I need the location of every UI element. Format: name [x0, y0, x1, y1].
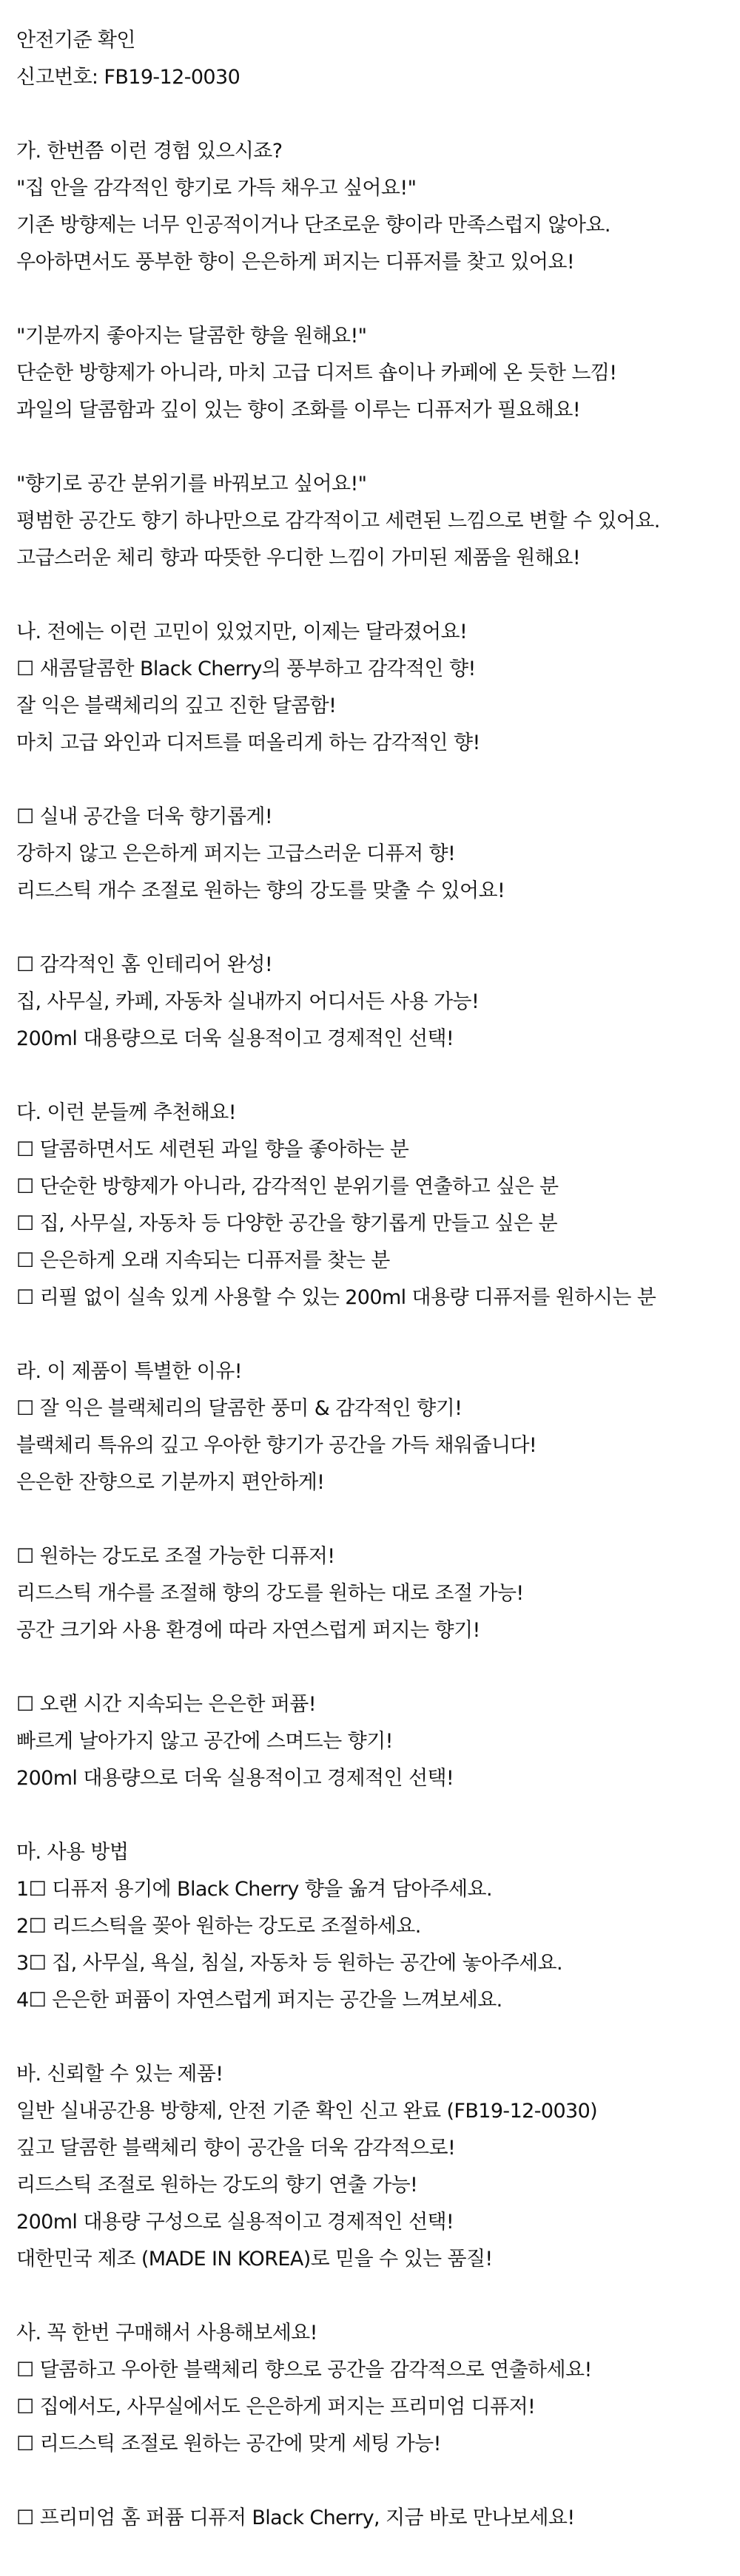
section-spacer: [16, 1797, 740, 1834]
paragraph: [16, 318, 740, 429]
text-line: ☐ 은은하게 오래 지속되는 디퓨저를 찾는 분: [16, 1249, 390, 1272]
text-line: 빠르게 날아가지 않고 공간에 스며드는 향기!: [16, 1730, 393, 1753]
paragraph-spacer: [16, 1501, 740, 1538]
text-line: ☐ 원하는 강도로 조절 가능한 디퓨저!: [16, 1545, 335, 1568]
paragraph: [16, 1686, 740, 1797]
text-line: 평범한 공간도 향기 하나만으로 감각적이고 세련된 느낌으로 변할 수 있어요.: [16, 510, 660, 533]
text-line: 200ml 대용량으로 더욱 실용적이고 경제적인 선택!: [16, 1027, 454, 1050]
paragraph: [16, 2352, 740, 2463]
section: [16, 1316, 740, 1797]
text-line: 일반 실내공간용 방향제, 안전 기준 확인 신고 완료 (FB19-12-0030): [16, 2100, 598, 2123]
text-line: 4☐ 은은한 퍼퓸이 자연스럽게 퍼지는 공간을 느껴보세요.: [16, 1989, 502, 2012]
text-line: 200ml 대용량으로 더욱 실용적이고 경제적인 선택!: [16, 1767, 454, 1790]
paragraph: [16, 170, 740, 281]
text-line: ☐ 달콤하면서도 세련된 과일 향을 좋아하는 분: [16, 1138, 409, 1161]
text-line: 기존 방향제는 너무 인공적이거나 단조로운 향이라 만족스럽지 않아요.: [16, 214, 610, 237]
section-spacer: [16, 96, 740, 133]
section-heading: 마. 사용 방법: [16, 1841, 129, 1864]
text-line: "향기로 공간 분위기를 바꿔보고 싶어요!": [16, 473, 367, 496]
paragraph-spacer: [16, 2463, 740, 2500]
paragraph: [16, 651, 740, 762]
text-line: ☐ 집, 사무실, 자동차 등 다양한 공간을 향기롭게 만들고 싶은 분: [16, 1212, 557, 1235]
text-line: ☐ 프리미엄 홈 퍼퓸 디퓨저 Black Cherry, 지금 바로 만나보세요!: [16, 2506, 575, 2529]
text-line: 리드스틱 개수 조절로 원하는 향의 강도를 맞출 수 있어요!: [16, 879, 505, 902]
section-heading: 바. 신뢰할 수 있는 제품!: [16, 2063, 223, 2086]
section: [16, 1058, 740, 1316]
report-number: 신고번호: FB19-12-0030: [16, 66, 240, 89]
paragraph-spacer: [16, 910, 740, 947]
section-spacer: [16, 1058, 740, 1095]
text-line: "기분까지 좋아지는 달콤한 향을 원해요!": [16, 325, 367, 348]
paragraph: [16, 1132, 740, 1316]
section-spacer: [16, 577, 740, 614]
text-line: 집, 사무실, 카페, 자동차 실내까지 어디서든 사용 가능!: [16, 990, 480, 1013]
text-line: ☐ 단순한 방향제가 아니라, 감각적인 분위기를 연출하고 싶은 분: [16, 1175, 559, 1198]
sections-container: [16, 96, 740, 2537]
text-line: 200ml 대용량 구성으로 실용적이고 경제적인 선택!: [16, 2211, 454, 2234]
section: [16, 96, 740, 577]
section-heading: 다. 이런 분들께 추천해요!: [16, 1101, 236, 1124]
text-line: 리드스틱 개수를 조절해 향의 강도를 원하는 대로 조절 가능!: [16, 1582, 524, 1605]
section: [16, 2278, 740, 2537]
text-line: 2☐ 리드스틱을 꽂아 원하는 강도로 조절하세요.: [16, 1915, 421, 1938]
text-line: 1☐ 디퓨저 용기에 Black Cherry 향을 옮겨 담아주세요.: [16, 1878, 493, 1901]
text-line: 강하지 않고 은은하게 퍼지는 고급스러운 디퓨저 향!: [16, 842, 456, 865]
section-spacer: [16, 2278, 740, 2315]
paragraph: [16, 947, 740, 1058]
text-line: ☐ 달콤하고 우아한 블랙체리 향으로 공간을 감각적으로 연출하세요!: [16, 2359, 592, 2381]
text-line: 공간 크기와 사용 환경에 따라 자연스럽게 퍼지는 향기!: [16, 1619, 480, 1642]
section-spacer: [16, 2019, 740, 2056]
text-line: 우아하면서도 풍부한 향이 은은하게 퍼지는 디퓨저를 찾고 있어요!: [16, 251, 575, 274]
text-line: 대한민국 제조 (MADE IN KOREA)로 믿을 수 있는 품질!: [16, 2248, 493, 2271]
paragraph-spacer: [16, 1649, 740, 1686]
text-line: 깊고 달콤한 블랙체리 향이 공간을 더욱 감각적으로!: [16, 2137, 456, 2160]
paragraph: [16, 2093, 740, 2278]
text-line: "집 안을 감각적인 향기로 가득 채우고 싶어요!": [16, 177, 417, 200]
text-line: ☐ 감각적인 홈 인테리어 완성!: [16, 953, 273, 976]
section: [16, 2019, 740, 2278]
paragraph: [16, 466, 740, 577]
text-line: 단순한 방향제가 아니라, 마치 고급 디저트 숍이나 카페에 온 듯한 느낌!: [16, 362, 617, 385]
text-line: ☐ 오랜 시간 지속되는 은은한 퍼퓸!: [16, 1693, 317, 1716]
text-line: 은은한 잔향으로 기분까지 편안하게!: [16, 1471, 325, 1494]
paragraph-spacer: [16, 762, 740, 799]
text-line: 블랙체리 특유의 깊고 우아한 향기가 공간을 가득 채워줍니다!: [16, 1434, 537, 1457]
text-line: ☐ 실내 공간을 더욱 향기롭게!: [16, 805, 273, 828]
text-line: 리드스틱 조절로 원하는 강도의 향기 연출 가능!: [16, 2174, 418, 2197]
section-spacer: [16, 1316, 740, 1353]
text-line: ☐ 새콤달콤한 Black Cherry의 풍부하고 감각적인 향!: [16, 657, 476, 680]
text-line: 마치 고급 와인과 디저트를 떠올리게 하는 감각적인 향!: [16, 731, 480, 754]
section-heading: 사. 꼭 한번 구매해서 사용해보세요!: [16, 2322, 317, 2345]
text-line: 잘 익은 블랙체리의 깊고 진한 달콤함!: [16, 694, 337, 717]
section-heading: 라. 이 제품이 특별한 이유!: [16, 1360, 242, 1383]
paragraph: [16, 1871, 740, 2019]
text-line: 고급스러운 체리 향과 따뜻한 우디한 느낌이 가미된 제품을 원해요!: [16, 547, 581, 569]
text-line: ☐ 리필 없이 실속 있게 사용할 수 있는 200ml 대용량 디퓨저를 원하시는 분: [16, 1286, 656, 1309]
text-line: ☐ 집에서도, 사무실에서도 은은하게 퍼지는 프리미엄 디퓨저!: [16, 2396, 536, 2418]
section-heading: 나. 전에는 이런 고민이 있었지만, 이제는 달라졌어요!: [16, 621, 468, 643]
paragraph: [16, 799, 740, 910]
paragraph-spacer: [16, 281, 740, 318]
doc-title: 안전기준 확인: [16, 29, 135, 52]
paragraph: [16, 2500, 740, 2537]
text-line: 과일의 달콤함과 깊이 있는 향이 조화를 이루는 디퓨저가 필요해요!: [16, 399, 581, 422]
section: [16, 1797, 740, 2019]
text-line: ☐ 리드스틱 조절로 원하는 공간에 맞게 세팅 가능!: [16, 2433, 441, 2455]
section: [16, 577, 740, 1058]
text-line: 3☐ 집, 사무실, 욕실, 침실, 자동차 등 원하는 공간에 놓아주세요.: [16, 1952, 563, 1975]
paragraph: [16, 1538, 740, 1649]
paragraph-spacer: [16, 429, 740, 466]
paragraph: [16, 1390, 740, 1501]
section-heading: 가. 한번쯤 이런 경험 있으시죠?: [16, 140, 283, 163]
text-line: ☐ 잘 익은 블랙체리의 달콤한 풍미 & 감각적인 향기!: [16, 1397, 462, 1420]
